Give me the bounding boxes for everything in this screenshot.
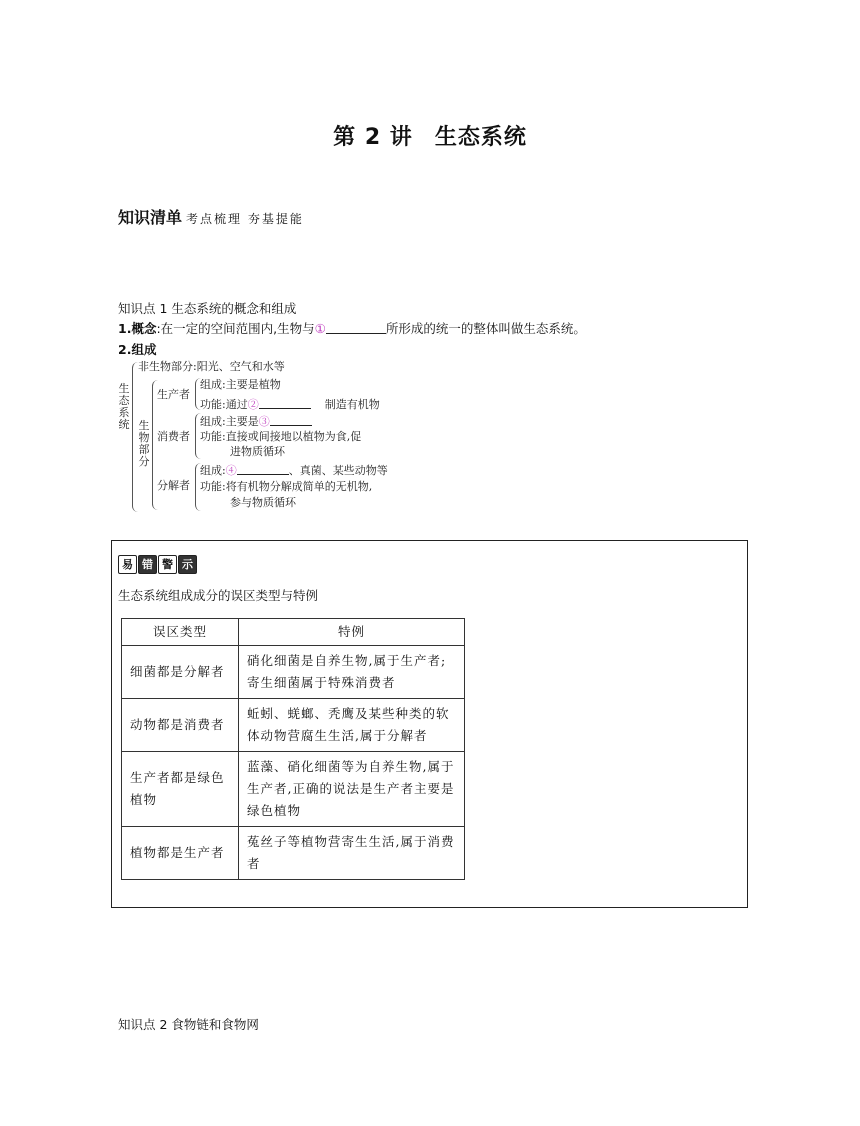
knowledge-point-2-heading: 知识点 2 食物链和食物网 <box>118 1017 259 1032</box>
table-row <box>122 752 465 827</box>
table-header: 特例 <box>239 619 465 646</box>
consumer-label: 消费者 <box>157 430 190 443</box>
decomposer-function-cont: 参与物质循环 <box>230 496 296 509</box>
table-cell-type: 动物都是消费者 <box>122 699 239 752</box>
producer-label: 生产者 <box>157 388 190 401</box>
decomposer-composition: 组成:④ 、真菌、某些动物等 <box>200 464 388 477</box>
composition-label: 2.组成 <box>118 342 157 357</box>
blank-1-number: ① <box>314 321 326 336</box>
consumer-function-cont: 进物质循环 <box>230 445 285 458</box>
section-header <box>118 205 304 228</box>
producer-composition: 组成:主要是植物 <box>200 378 281 391</box>
table-cell-type: 细菌都是分解者 <box>122 646 239 699</box>
table-cell-example: 菟丝子等植物营寄生生活,属于消费者 <box>239 827 465 880</box>
producer-function: 功能:通过② 制造有机物 <box>200 398 380 411</box>
table-header: 误区类型 <box>122 619 239 646</box>
blank-2[interactable] <box>259 396 311 409</box>
table-cell-example: 蓝藻、硝化细菌等为自养生物,属于生产者,正确的说法是生产者主要是绿色植物 <box>239 752 465 827</box>
blank-3[interactable] <box>270 413 312 426</box>
concept-line: 1.概念:在一定的空间范围内,生物与① 所形成的统一的整体叫做生态系统。 <box>118 321 586 336</box>
knowledge-point-1-heading: 知识点 1 生态系统的概念和组成 <box>118 301 297 316</box>
blank-1[interactable] <box>326 321 386 334</box>
section-subtitle: 考点梳理 夯基提能 <box>186 212 304 226</box>
table-cell-example: 蚯蚓、蜣螂、秃鹰及某些种类的软体动物营腐生生活,属于分解者 <box>239 699 465 752</box>
table-row <box>122 699 465 752</box>
table-row <box>122 827 465 880</box>
table-row <box>122 646 465 699</box>
table-cell-type: 植物都是生产者 <box>122 827 239 880</box>
error-warning-badge: 易 错 警 示 <box>118 555 197 574</box>
misconception-table <box>121 618 465 880</box>
consumer-function: 功能:直接或间接地以植物为食,促 <box>200 430 362 443</box>
section-title: 知识清单 <box>118 208 183 227</box>
bio-part-label: 生物部分 <box>138 419 150 468</box>
blank-4[interactable] <box>237 462 289 475</box>
page-title: 第 2 讲 生态系统 <box>333 125 527 150</box>
table-cell-example: 硝化细菌是自养生物,属于生产者;寄生细菌属于特殊消费者 <box>239 646 465 699</box>
ecosystem-composition-diagram <box>112 358 412 518</box>
error-box-subtitle: 生态系统组成成分的误区类型与特例 <box>118 588 319 603</box>
root-label: 生态系统 <box>118 382 130 431</box>
decomposer-function: 功能:将有机物分解成简单的无机物, <box>200 480 373 493</box>
error-warning-box <box>111 540 748 908</box>
nonbio-part: 非生物部分:阳光、空气和水等 <box>138 360 285 373</box>
consumer-composition: 组成:主要是③ <box>200 413 312 429</box>
decomposer-label: 分解者 <box>157 479 190 492</box>
table-cell-type: 生产者都是绿色植物 <box>122 752 239 827</box>
concept-label: 1.概念 <box>118 321 157 336</box>
